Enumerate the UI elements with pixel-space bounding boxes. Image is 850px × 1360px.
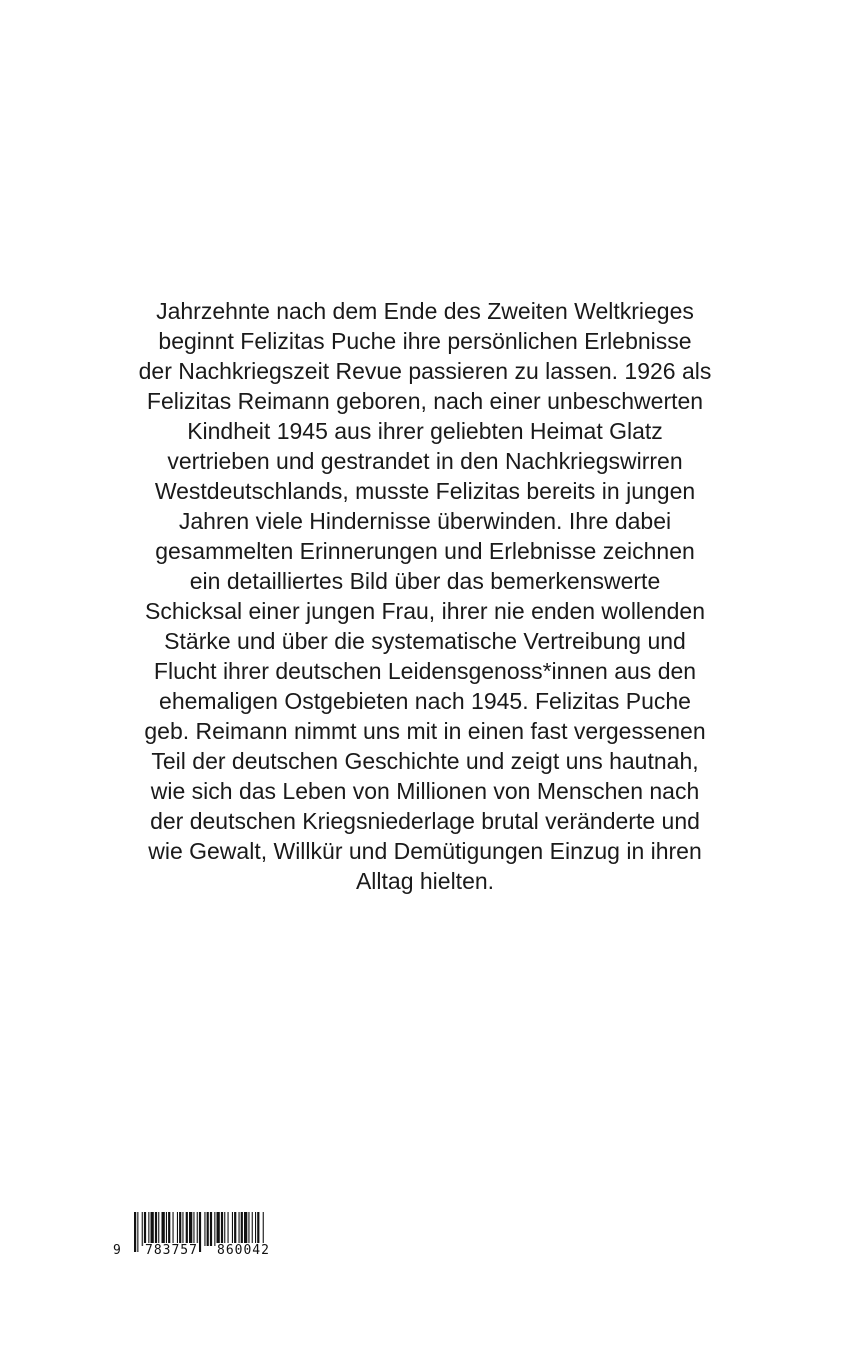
barcode-bar xyxy=(155,1212,157,1246)
isbn-prefix-digit: 9 xyxy=(113,1243,121,1258)
barcode-bar xyxy=(207,1212,209,1246)
barcode-bar xyxy=(197,1212,198,1246)
barcode-bar xyxy=(252,1212,253,1246)
barcode-bar xyxy=(217,1212,220,1246)
barcode-bar xyxy=(224,1212,225,1246)
barcode-bar xyxy=(168,1212,170,1246)
barcode-bar xyxy=(189,1212,192,1246)
barcode-bar xyxy=(182,1212,183,1246)
barcode-bar xyxy=(162,1212,165,1246)
barcode-bar xyxy=(173,1212,174,1246)
isbn-digit-group-left: 783757 xyxy=(145,1243,198,1258)
barcode-bar xyxy=(137,1212,138,1252)
barcode-bar xyxy=(166,1212,167,1246)
barcode-bar xyxy=(204,1212,205,1246)
barcode-bar xyxy=(193,1212,194,1246)
blurb-line: beginnt Felizitas Puche ihre persönlichen Erlebnisse xyxy=(158,328,692,354)
blurb-line: Felizitas Reimann geboren, nach einer unbeschwerten xyxy=(146,388,704,414)
blurb-line: Jahrzehnte nach dem Ende des Zweiten Weltkrieges xyxy=(156,298,694,324)
blurb-line: Jahren viele Hindernisse überwinden. Ihre dabei xyxy=(178,508,672,534)
barcode-bar xyxy=(234,1212,236,1246)
barcode-bar xyxy=(158,1212,159,1246)
blurb-line: wie Gewalt, Willkür und Demütigungen Einzug in ihren xyxy=(148,838,702,864)
blurb-line: Teil der deutschen Geschichte und zeigt uns hautnah, xyxy=(151,748,699,774)
blurb-line: Stärke und über die systematische Vertreibung und xyxy=(164,628,686,654)
barcode-bar xyxy=(179,1212,181,1246)
blurb-line: Alltag hielten. xyxy=(355,868,495,894)
barcode-bar xyxy=(144,1212,146,1246)
barcode-bar xyxy=(228,1212,229,1246)
blurb-line: gesammelten Erinnerungen und Erlebnisse zeichnen xyxy=(155,538,695,564)
barcode-bar xyxy=(257,1212,259,1246)
blurb-line: Schicksal einer jungen Frau, ihrer nie enden wollenden xyxy=(144,598,705,624)
blurb-line: geb. Reimann nimmt uns mit in einen fast vergessenen xyxy=(144,718,706,744)
barcode-bar xyxy=(214,1212,215,1246)
blurb-line: der deutschen Kriegsniederlage brutal veränderte und xyxy=(150,808,700,834)
blurb-line: Westdeutschlands, musste Felizitas bereits in jungen xyxy=(154,478,696,504)
barcode-bar xyxy=(210,1212,212,1246)
barcode-bar xyxy=(248,1212,249,1246)
barcode-bar xyxy=(244,1212,247,1246)
blurb-line: Flucht ihrer deutschen Leidensgenoss*innen aus den xyxy=(153,658,697,684)
blurb-line: wie sich das Leben von Millionen von Menschen nach xyxy=(150,778,700,804)
barcode-bar xyxy=(199,1212,201,1252)
barcode-bar xyxy=(177,1212,178,1246)
blurb-line: vertrieben und gestrandet in den Nachkriegswirren xyxy=(167,448,683,474)
isbn-digit-group-right: 860042 xyxy=(217,1243,270,1258)
barcode-bar xyxy=(142,1212,143,1246)
barcode-bar xyxy=(241,1212,243,1246)
barcode-bar xyxy=(186,1212,188,1246)
blurb-line: der Nachkriegszeit Revue passieren zu lassen. 1926 als xyxy=(138,358,712,384)
barcode-bar xyxy=(148,1212,149,1246)
blurb-line: ein detailliertes Bild über das bemerkenswerte xyxy=(189,568,661,594)
back-cover-blurb xyxy=(90,296,760,896)
isbn-barcode xyxy=(112,1212,302,1274)
barcode-bar xyxy=(221,1212,223,1246)
barcode-bar xyxy=(255,1212,256,1246)
blurb-line: Kindheit 1945 aus ihrer geliebten Heimat Glatz xyxy=(187,418,663,444)
barcode-bar xyxy=(151,1212,154,1246)
barcode-bar xyxy=(232,1212,233,1246)
barcode-bars-icon xyxy=(112,1212,302,1252)
barcode-bar xyxy=(239,1212,240,1246)
barcode-bar xyxy=(134,1212,136,1252)
blurb-line: ehemaligen Ostgebieten nach 1945. Felizitas Puche xyxy=(159,688,691,714)
